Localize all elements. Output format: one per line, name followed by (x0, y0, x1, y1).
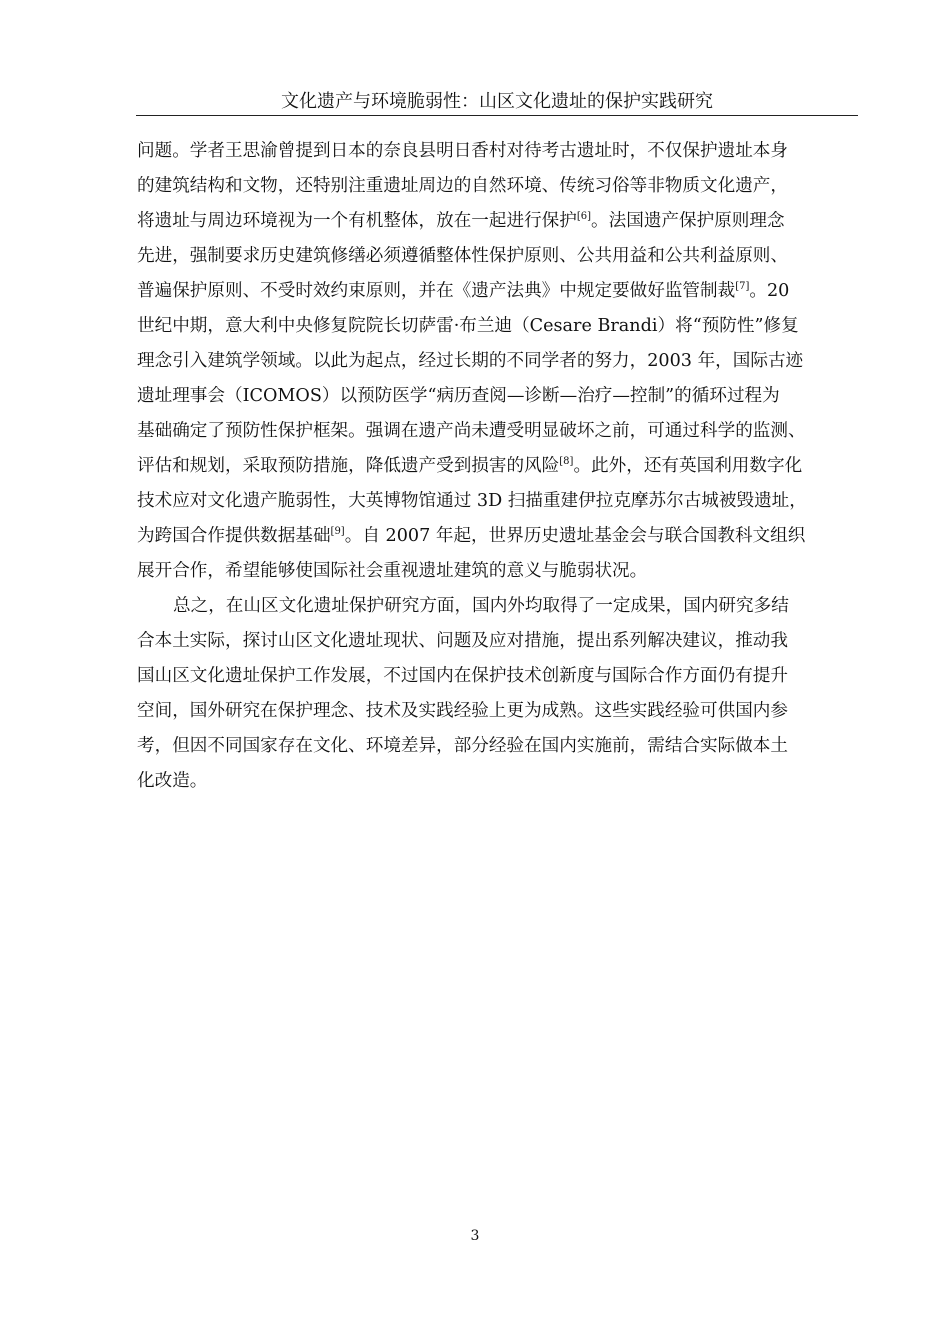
text-line: 理念引入建筑学领域。以此为起点，经过长期的不同学者的努力，2003 年，国际古迹 (137, 351, 804, 371)
paragraph (137, 134, 859, 589)
text-line: 展开合作，希望能够使国际社会重视遗址建筑的意义与脆弱状况。 (137, 561, 648, 581)
paragraph (137, 589, 859, 799)
text-line: 考，但因不同国家存在文化、环境差异，部分经验在国内实施前，需结合实际做本土 (137, 736, 788, 756)
text-line: 遗址理事会（ICOMOS）以预防医学“病历查阅—诊断—治疗—控制”的循环过程为 (137, 386, 780, 406)
text-line: 国山区文化遗址保护工作发展，不过国内在保护技术创新度与国际合作方面仍有提升 (137, 666, 788, 686)
text-line: 总之，在山区文化遗址保护研究方面，国内外均取得了一定成果，国内研究多结 (173, 596, 789, 616)
text-line: 空间，国外研究在保护理念、技术及实践经验上更为成熟。这些实践经验可供国内参 (137, 701, 788, 721)
citation-marker: [9] (330, 526, 345, 538)
text-line: 将遗址与周边环境视为一个有机整体，放在一起进行保护[6]。法国遗产保护原则理念 (137, 211, 785, 231)
text-line: 普遍保护原则、不受时效约束原则，并在《遗产法典》中规定要做好监管制裁[7]。20 (137, 281, 790, 301)
page-number: 3 (470, 1228, 480, 1244)
body-text (137, 134, 859, 799)
running-header-title: 文化遗产与环境脆弱性：山区文化遗址的保护实践研究 (281, 91, 713, 112)
text-line: 化改造。 (137, 771, 208, 791)
text-line: 问题。学者王思渝曾提到日本的奈良县明日香村对待考古遗址时，不仅保护遗址本身 (137, 141, 788, 161)
text-line: 世纪中期，意大利中央修复院院长切萨雷·布兰迪（Cesare Brandi）将“预防性”修复 (137, 316, 799, 336)
citation-marker: [7] (735, 281, 750, 293)
text-line: 合本土实际，探讨山区文化遗址现状、问题及应对措施，提出系列解决建议，推动我 (137, 631, 788, 651)
text-line: 技术应对文化遗产脆弱性，大英博物馆通过 3D 扫描重建伊拉克摩苏尔古城被毁遗址， (137, 491, 807, 511)
citation-marker: [8] (559, 456, 574, 468)
text-line: 基础确定了预防性保护框架。强调在遗产尚未遭受明显破坏之前，可通过科学的监测、 (137, 421, 806, 441)
header-divider (136, 115, 858, 116)
text-line: 评估和规划，采取预防措施，降低遗产受到损害的风险[8]。此外，还有英国利用数字化 (137, 456, 803, 476)
text-line: 为跨国合作提供数据基础[9]。自 2007 年起，世界历史遗址基金会与联合国教科文组织 (137, 526, 806, 546)
text-line: 先进，强制要求历史建筑修缮必须遵循整体性保护原则、公共用益和公共利益原则、 (137, 246, 788, 266)
text-line: 的建筑结构和文物，还特别注重遗址周边的自然环境、传统习俗等非物质文化遗产， (137, 176, 788, 196)
citation-marker: [6] (576, 211, 592, 223)
